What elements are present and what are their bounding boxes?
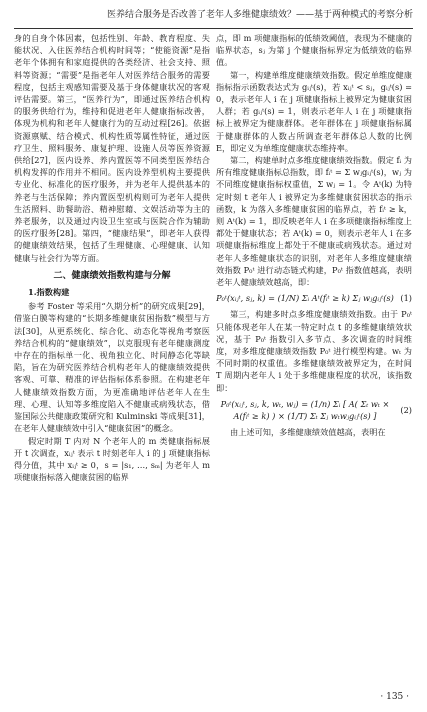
body-paragraph: 身的自身个体因素，包括性别、年龄、教育程度、失能状况、入住医养结合机构时间等；“使能资源”是指老年个体拥有和家庭提供的各类经济、社会支持、照料等资源；“需要”是指老年人对医养结合服务的需要程度，包括主观感知需要及基于身体健康状况的客观评估需要。第三，“医养行为”，即通过医养结合机构的服务供给行为，维持和促进老年人健康指标改善，体现为机构和老年人健康行为的互动过程[26]。依据资源禀赋、结合模式、机构性质等属性特征，通过医疗卫生、照料服务、康复护理、设施人员等医养资源供给[27]，医内设养、养内置医等不同类型医养结合机构发挥的作用并不相同。医内设养型机构主要提供专业化、标准化的医疗服务，并为老年人提供基本的养老与生活保障；养内置医型机构则可为老年人提供生活照料、助餐助浴、精神慰藉、文娱活动等为主的养老服务，以及通过内设卫生室或与医院合作为辅助的医疗服务[28]。第四，“健康结果”，即老年人获得的健康绩效结果，包括了生理健康、心理健康、认知健康与社会行为等方面。 — [14, 33, 210, 263]
running-header: 医养结合服务是否改善了老年人多维健康绩效？——基于两种模式的考察分析 — [14, 8, 413, 29]
body-paragraph: 由上述可知，多维健康绩效值越高，表明在 — [230, 427, 386, 438]
body-paragraph: 假定时期 T 内对 N 个老年人的 m 类健康指标展开 t 次调查，xᵢⱼᵗ 表示 t 时刻老年人 i 的 j 项健康指标得分值，其中 xᵢⱼᵗ ≥ 0，s = |s₁, …, sₘ| 为老年人 m 项健康指标落入健康贫困的临界 — [14, 435, 210, 483]
body-paragraph: 点，即 m 项健康指标的低绩效阈值，表现为不健康的临界状态，sⱼ 为第 j 个健康指标界定为低绩效的临界值。 — [216, 33, 412, 68]
body-paragraph: 第二，构建单时点多维度健康绩效指数。假定 fᵢ 为所有维度健康指标总指数，即 fᵢᵗ = Σ wⱼgᵢⱼᵗ(s)，wⱼ 为不同维度健康指标权重值，Σ wⱼ = 1。令 Aᵗ(k) 为特定时刻 t 老年人 i 被界定为多维健康贫困状态的指示函数，k 为落入多维健康贫困的临界点，若 fᵢᵗ ≥ k，则 Aᵗ(k) = 1，即反映老年人 i 在多项健康指标维度上都处于健康状态；若 Aᵗ(k) = 0，则表示老年人 i 在多项健康指标维度上都处于不健康或病残状态。通过对老年人多维健康状态的识别，对老年人多维度健康绩效指数 P₀ᵗ 进行动态链式构建，P₀ᵗ 指数值越高，表明老年人健康绩效越高，即： — [216, 155, 412, 288]
equation-number: (2) — [400, 404, 412, 415]
right-column — [216, 32, 412, 439]
body-paragraph: 第三，构建多时点多维度健康绩效指数。由于 P₀ᵗ 只能体现老年人在某一特定时点 t 的多维健康绩效状况，基于 P₀ᵗ 指数引入多节点、多次调查的时间维度，对多维度健康绩效指数 P₀ᵗ 进行模型构建。wₜ 为不同时期的权重值。多维健康绩效被界定为，在时间 T 周期内老年人 i 处于多维健康程度的状况，该指数即： — [216, 309, 412, 393]
equation-formula: P₀ᵗ(xᵢⱼᵗ, sⱼ, k) = (1/N) Σᵢ Aᵗ(fᵢᵗ ≥ k) Σⱼ wⱼgᵢⱼᵗ(s) — [216, 293, 394, 304]
equation-number: (1) — [400, 293, 412, 304]
body-paragraph: 第一，构建单维度健康绩效指数。假定单维度健康指标指示函数表达式为 gᵢⱼᵗ(s)，若 xᵢⱼᵗ < sⱼ，gᵢⱼᵗ(s) = 0，表示老年人 i 在 j 项健康指标上被界定为健康贫困人群；若 gᵢⱼᵗ(s) = 1，则表示老年人 i 在 j 项健康指标上被界定为健康群体。老年群体在 j 项健康指标属于健康群体的人数占所调查老年群体总人数的比例 E，即定义为单维度健康状态维持率。 — [216, 69, 412, 153]
left-column — [14, 32, 210, 483]
equation-1 — [216, 292, 412, 304]
body-paragraph: 参考 Foster 等采用“久期分析”的研究成果[29]，借鉴白膜等构建的“长期多维健康贫困指数”模型与方法[30]，从更系统化、综合化、动态化等视角考察医养结合机构的“健康绩效”，以克服现有老年健康测度中存在的指标单一化、视角独立化、时间静态化等缺陷，旨在为研究医养结合机构老年人的健康绩效提供客观、可靠、精准的评估指标体系参照。在构建老年人健康绩效指数方面，为更准确地评估老年人在生理、心理、认知等多维度陷入不健康或病残状态，借鉴国际公共健康政策研究和 Kulminski 等成果[31]，在老年人健康绩效中引入“健康贫困”的概念。 — [14, 301, 210, 434]
section-heading: 二、健康绩效指数构建与分解 — [53, 270, 171, 281]
subsection-heading: 1.指数构建 — [28, 287, 70, 298]
equation-2 — [216, 398, 412, 422]
equation-formula: P₀ᵗ(xᵢⱼᵗ, sⱼ, k, wₜ, wⱼ) = (1/n) Σᵢ [ A( Σₜ wₜ × A(fᵢᵗ ≥ k) ) × (1/T) Σₜ Σⱼ wₜwⱼgᵢⱼᵗ(s) ] — [220, 398, 390, 422]
page-number: · 135 · — [380, 692, 409, 702]
